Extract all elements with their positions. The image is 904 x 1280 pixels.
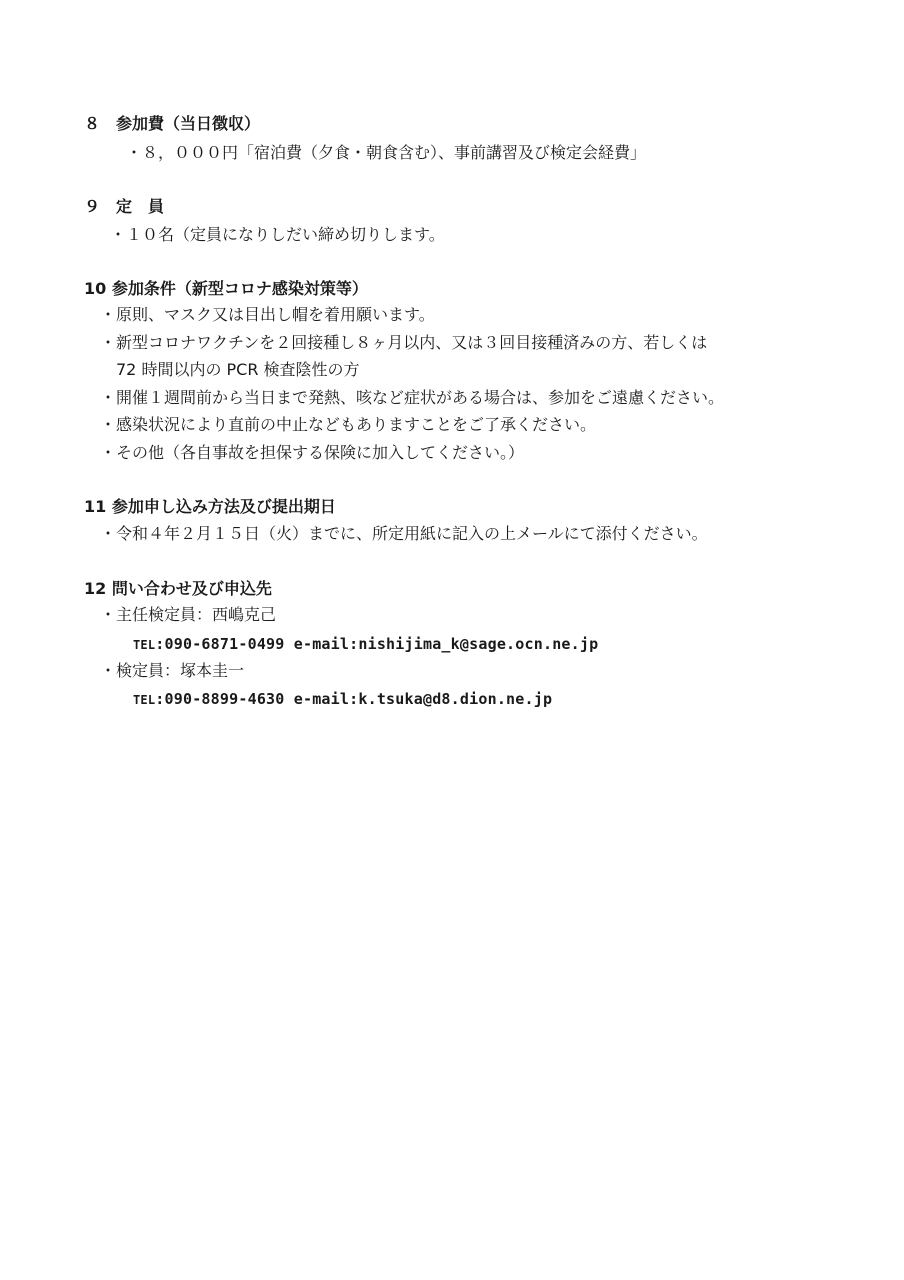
tel-prefix: TEL bbox=[133, 638, 156, 652]
section-10-heading: 10 参加条件（新型コロナ感染対策等） bbox=[84, 279, 368, 298]
section-10-item-pcr: 72 時間以内の PCR 検査陰性の方 bbox=[116, 360, 360, 379]
section-11-heading: 11 参加申し込み方法及び提出期日 bbox=[84, 497, 336, 516]
section-10-item-symptoms: ・開催１週間前から当日まで発熱、咳など症状がある場合は、参加をご遠慮ください。 bbox=[100, 388, 725, 407]
section-9-heading: ９ 定 員 bbox=[84, 197, 165, 216]
section-9-capacity-item: ・１０名（定員になりしだい締め切りします。 bbox=[110, 225, 445, 244]
section-10-item-cancellation: ・感染状況により直前の中止などもありますことをご了承ください。 bbox=[100, 415, 597, 434]
section-10-item-vaccine: ・新型コロナワクチンを２回接種し８ヶ月以内、又は３回目接種済みの方、若しくは bbox=[100, 333, 708, 352]
contact-examiner-info bbox=[133, 689, 552, 710]
section-12-heading: 12 問い合わせ及び申込先 bbox=[84, 579, 272, 598]
contact-examiner-role: ・検定員：塚本圭一 bbox=[100, 661, 245, 680]
section-10-item-insurance: ・その他（各自事故を担保する保険に加入してください。） bbox=[100, 443, 525, 462]
contact-chief-details: :090-6871-0499 e-mail:nishijima_k@sage.ocn.ne.jp bbox=[155, 635, 599, 653]
contact-chief-role: ・主任検定員：西嶋克己 bbox=[100, 605, 277, 624]
contact-examiner-details: :090-8899-4630 e-mail:k.tsuka@d8.dion.ne.jp bbox=[155, 690, 553, 708]
section-10-item-mask: ・原則、マスク又は目出し帽を着用願います。 bbox=[100, 305, 435, 324]
section-11-deadline-item: ・令和４年２月１５日（火）までに、所定用紙に記入の上メールにて添付ください。 bbox=[100, 524, 708, 543]
contact-chief-info bbox=[133, 634, 598, 655]
tel-prefix: TEL bbox=[133, 693, 156, 707]
section-8-fee-item: ・８，０００円「宿泊費（夕食・朝食含む）、事前講習及び検定会経費」 bbox=[126, 143, 647, 162]
section-8-heading: ８ 参加費（当日徴収） bbox=[84, 114, 261, 133]
